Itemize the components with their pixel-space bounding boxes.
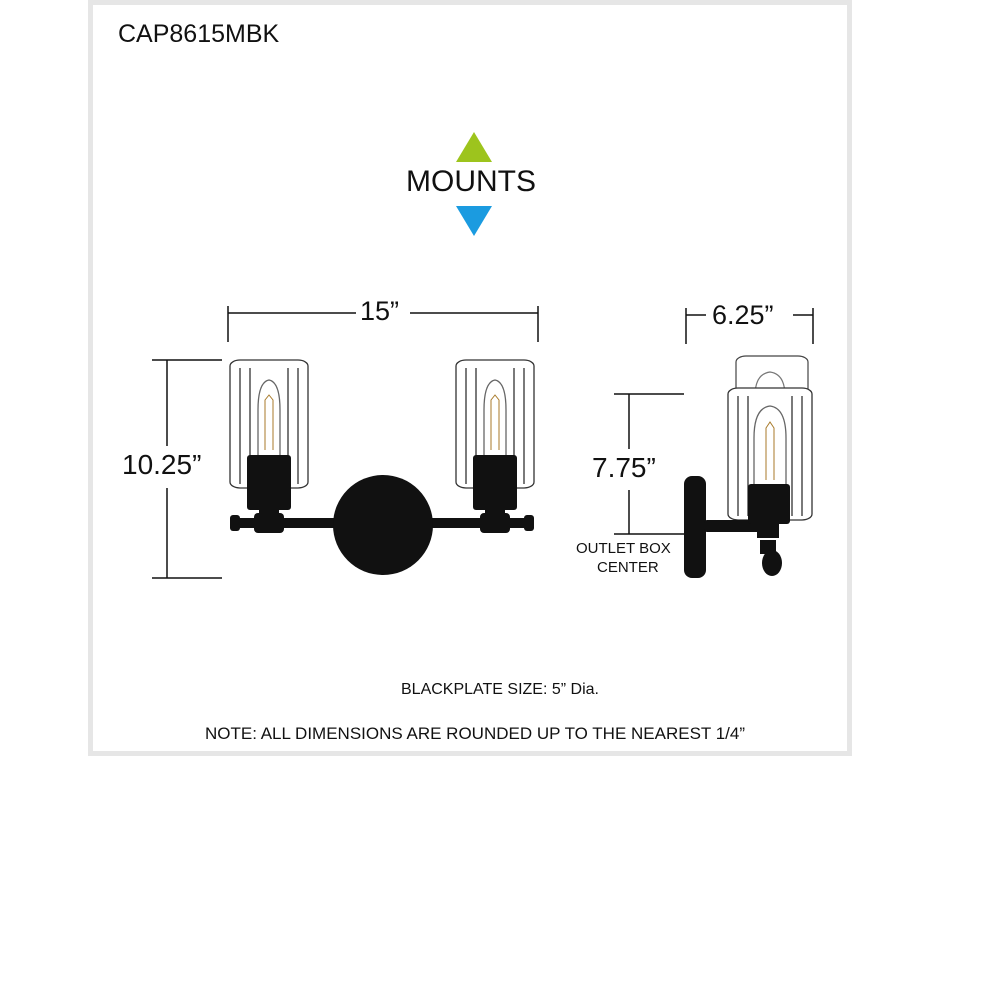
backplate xyxy=(333,475,433,575)
mount-up-arrow-icon xyxy=(456,132,492,162)
mounts-label: MOUNTS xyxy=(406,165,536,198)
side-backplate xyxy=(684,476,706,578)
width-dimension-label: 15” xyxy=(360,296,400,326)
rounding-note: NOTE: ALL DIMENSIONS ARE ROUNDED UP TO THE NEAREST 1/4” xyxy=(204,724,746,743)
front-view-fixture xyxy=(230,360,534,575)
outlet-center-label: CENTER xyxy=(597,559,659,576)
model-number: CAP8615MBK xyxy=(118,20,280,48)
height-dimension-label: 10.25” xyxy=(122,449,202,480)
mount-down-arrow-icon xyxy=(456,206,492,236)
left-socket xyxy=(247,455,291,510)
outlet-box-label: OUTLET BOX xyxy=(576,540,671,557)
backplate-size-note: BLACKPLATE SIZE: 5” Dia. xyxy=(401,681,599,698)
side-view-fixture xyxy=(684,356,812,578)
outlet-height-label: 7.75” xyxy=(592,452,656,483)
extension-dimension-label: 6.25” xyxy=(712,300,774,330)
right-socket xyxy=(473,455,517,510)
